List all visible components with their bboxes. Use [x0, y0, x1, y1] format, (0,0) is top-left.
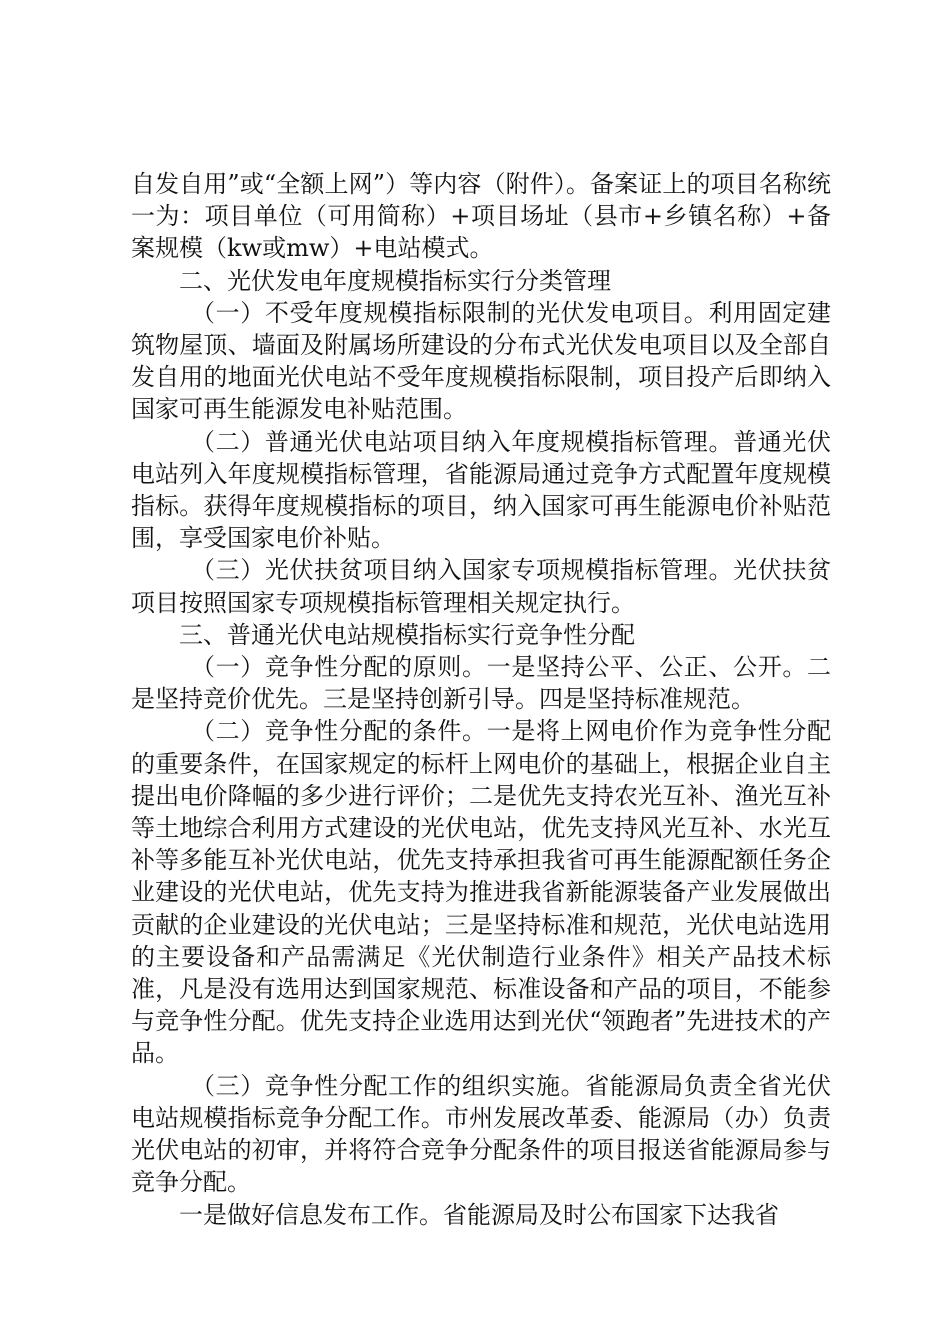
- paragraph-2-1: （一）不受年度规模指标限制的光伏发电项目。利用固定建筑物屋顶、墙面及附属场所建设的分布式光伏发电项目以及全部自发自用的地面光伏电站不受年度规模指标限制，项目投产后即纳入国家可再生能源发电补贴范围。: [131, 298, 831, 424]
- paragraph-2-2: （二）普通光伏电站项目纳入年度规模指标管理。普通光伏电站列入年度规模指标管理，省能源局通过竞争方式配置年度规模指标。获得年度规模指标的项目，纳入国家可再生能源电价补贴范围，享受国家电价补贴。: [131, 427, 831, 553]
- paragraph-3-2: （二）竞争性分配的条件。一是将上网电价作为竞争性分配的重要条件，在国家规定的标杆上网电价的基础上，根据企业自主提出电价降幅的多少进行评价；二是优先支持农光互补、渔光互补等土地综合利用方式建设的光伏电站，优先支持风光互补、水光互补等多能互补光伏电站，优先支持承担我省可再生能源配额任务企业建设的光伏电站，优先支持为推进我省新能源装备产业发展做出贡献的企业建设的光伏电站；三是坚持标准和规范，光伏电站选用的主要设备和产品需满足《光伏制造行业条件》相关产品技术标准，凡是没有选用达到国家规范、标准设备和产品的项目，不能参与竞争性分配。优先支持企业选用达到光伏“领跑者”先进技术的产品。: [131, 717, 831, 1068]
- paragraph-3-4: 一是做好信息发布工作。省能源局及时公布国家下达我省: [179, 1200, 779, 1229]
- paragraph-1: 自发自用”或“全额上网”）等内容（附件）。备案证上的项目名称统一为：项目单位（可用简称）+项目场址（县市+乡镇名称）+备案规模（kw或mw）+电站模式。: [131, 170, 831, 263]
- document-body: [131, 168, 831, 1231]
- section-heading-3: 三、普通光伏电站规模指标实行竞争性分配: [179, 620, 635, 649]
- paragraph-3-1: （一）竞争性分配的原则。一是坚持公平、公正、公开。二是坚持竞价优先。三是坚持创新引导。四是坚持标准规范。: [131, 653, 831, 714]
- paragraph-2-3: （三）光伏扶贫项目纳入国家专项规模指标管理。光伏扶贫项目按照国家专项规模指标管理相关规定执行。: [131, 556, 831, 617]
- section-heading-2: 二、光伏发电年度规模指标实行分类管理: [179, 266, 611, 295]
- paragraph-3-3: （三）竞争性分配工作的组织实施。省能源局负责全省光伏电站规模指标竞争分配工作。市州发展改革委、能源局（办）负责光伏电站的初审，并将符合竞争分配条件的项目报送省能源局参与竞争分配。: [131, 1071, 831, 1197]
